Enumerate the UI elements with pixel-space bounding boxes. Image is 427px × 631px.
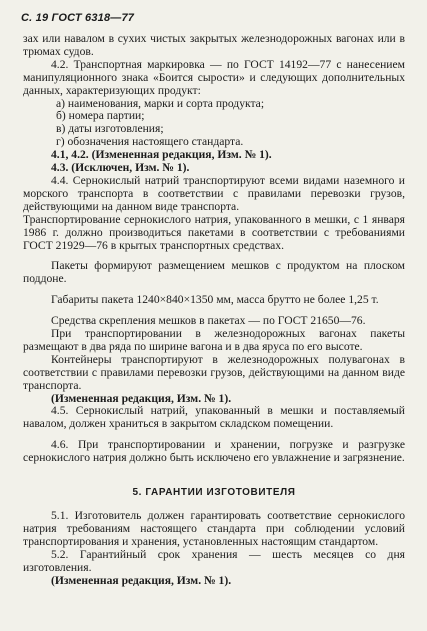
dimensions-paragraph: Габариты пакета 1240×840×1350 мм, масса брутто не более 1,25 т. bbox=[51, 293, 379, 307]
clause-4-6: 4.6. При транспортировании и хранении, погрузке и разгрузке сернокислого натрия должно быть исключено его увлажнение и загрязнение. bbox=[23, 438, 405, 465]
list-item-v: в) даты изготовления; bbox=[56, 122, 164, 136]
amendment-note-2: (Измененная редакция, Изм. № 1). bbox=[51, 391, 232, 405]
list-item-g: г) обозначения настоящего стандарта. bbox=[56, 135, 244, 149]
list-item-a: а) наименования, марки и сорта продукта; bbox=[56, 96, 265, 110]
pallet-paragraph: Пакеты формируют размещением мешков с продуктом на плоском поддоне. bbox=[23, 259, 405, 286]
container-paragraph: Контейнеры транспортируют в железнодорожных полувагонах в соответствии с правилами перевозки грузов, действующими на данном виде транспорта. bbox=[23, 352, 405, 392]
amendment-note-1: 4.1, 4.2. (Измененная редакция, Изм. № 1). bbox=[51, 148, 272, 162]
clause-5-1: 5.1. Изготовитель должен гарантировать соответствие сернокислого натрия требованиям настоящего стандарта при соблюдении условий транспортирования и хранения, установленных настоящим стандартом. bbox=[23, 509, 405, 548]
fastening-paragraph: Средства скрепления мешков в пакетах — по ГОСТ 21650—76. bbox=[51, 314, 366, 328]
list-item-b: б) номера партии; bbox=[56, 109, 145, 123]
continued-paragraph: зах или навалом в сухих чистых закрытых железнодорожных вагонах или в трюмах судов. bbox=[23, 32, 405, 58]
clause-4-3: 4.3. (Исключен, Изм. № 1). bbox=[51, 161, 190, 175]
clause-4-4: 4.4. Сернокислый натрий транспортируют всеми видами наземного и морского транспорта в соответствии с правилами перевозки грузов, действующими на данном виде транспорта. bbox=[23, 173, 405, 213]
clause-4-5: 4.5. Сернокислый натрий, упакованный в мешки и поставляемый навалом, должен храниться в закрытом складском помещении. bbox=[23, 404, 405, 431]
clause-5-2: 5.2. Гарантийный срок хранения — шесть месяцев со дня изготовления. bbox=[23, 547, 405, 574]
section-heading: 5. ГАРАНТИИ ИЗГОТОВИТЕЛЯ bbox=[132, 487, 296, 499]
page-header: С. 19 ГОСТ 6318—77 bbox=[21, 12, 135, 24]
packaging-paragraph: Транспортирование сернокислого натрия, упакованного в мешки, с 1 января 1986 г. должно производиться пакетами в соответствии с требованиями ГОСТ 21929—76 в крытых транспортных средствах. bbox=[23, 212, 405, 252]
document-body bbox=[23, 33, 405, 587]
amendment-note-3: (Измененная редакция, Изм. № 1). bbox=[51, 573, 232, 587]
clause-4-2: 4.2. Транспортная маркировка — по ГОСТ 14192—77 с нанесением манипуляционного знака «Боится сырости» и следующих дополнительных данных, характеризующих продукт: bbox=[23, 57, 405, 97]
rail-paragraph: При транспортировании в железнодорожных вагонах пакеты размещают в два ряда по ширине вагона и в два яруса по его высоте. bbox=[23, 327, 405, 353]
